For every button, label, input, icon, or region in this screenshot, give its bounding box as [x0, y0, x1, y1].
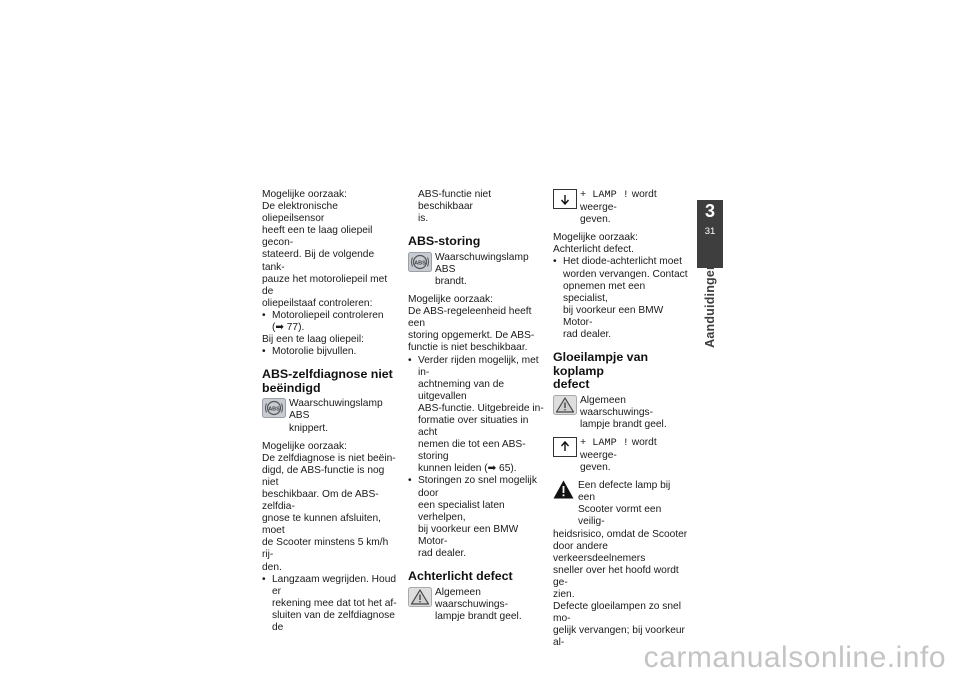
- column-3: [553, 189, 689, 650]
- indicator-row: ABS Waarschuwingslamp ABS brandt.: [408, 252, 544, 288]
- page-reference: (➡ 77).: [272, 322, 305, 334]
- paragraph: Bij een te laag oliepeil:: [262, 334, 364, 346]
- bullet-item: • Storingen zo snel mogelijk door een specialist laten verhelpen, bij voorkeur een BMW Motor- rad dealer.: [408, 475, 537, 560]
- display-row: + LAMP ! wordt weerge- geven.: [553, 437, 689, 474]
- bullet-item: • Het diode-achterlicht moet worden vervangen. Contact opnemen met een specialist, bij voorkeur een BMW Motor- rad dealer.: [553, 256, 688, 341]
- display-row: + LAMP ! wordt weerge- geven.: [553, 189, 689, 226]
- svg-text:ABS: ABS: [268, 406, 280, 413]
- watermark: carmanualsonline.info: [643, 641, 946, 674]
- general-warning-icon: [553, 395, 577, 415]
- paragraph: Defecte gloeilampen zo snel mo- gelijk vervangen; bij voorkeur al-: [553, 601, 685, 649]
- paragraph: De zelfdiagnose is niet beëin- digd, de ABS-functie is nog niet beschikbaar. Om de ABS-zelfdia- gnose te kunnen afsluiten, moet de Scooter minstens 5 km/h rij- den.: [262, 452, 396, 573]
- section-heading: Gloeilampje van koplamp defect: [553, 350, 649, 392]
- cause-label: Mogelijke oorzaak:: [262, 189, 347, 200]
- chapter-label: Aanduidingen: [703, 262, 717, 348]
- general-warning-icon: [408, 587, 432, 607]
- section-heading: Achterlicht defect: [408, 569, 513, 584]
- chapter-number: 3: [704, 201, 715, 221]
- display-code: + LAMP !: [580, 190, 629, 201]
- abs-warning-icon: [262, 398, 286, 418]
- safety-warning-icon: [553, 480, 574, 499]
- display-code: + LAMP !: [580, 437, 629, 449]
- column-1: [262, 189, 398, 634]
- cause-label: Mogelijke oorzaak:: [553, 232, 638, 244]
- indicator-row: Algemeen waarschuwings- lampje brandt geel.: [553, 395, 689, 431]
- section-heading: ABS-storing: [408, 234, 481, 249]
- bullet-item: • Motorolie bijvullen.: [262, 346, 357, 358]
- display-arrow-down-icon: [553, 189, 577, 209]
- paragraph: Achterlicht defect.: [553, 244, 634, 256]
- paragraph-continued: ABS-functie niet beschikbaar is.: [418, 189, 492, 225]
- cause-label: Mogelijke oorzaak:: [262, 440, 347, 452]
- display-arrow-up-icon: [553, 437, 577, 457]
- bullet-item: • Langzaam wegrijden. Houd er rekening mee dat tot het af- sluiten van de zelfdiagnose de: [262, 573, 397, 633]
- svg-text:ABS: ABS: [414, 260, 426, 267]
- bullet-item: • Motoroliepeil controleren (➡ 77).: [262, 309, 384, 334]
- paragraph: De ABS-regeleenheid heeft een storing opgemerkt. De ABS- functie is niet beschikbaar.: [408, 306, 535, 354]
- indicator-row: ABS Waarschuwingslamp ABS knippert.: [262, 398, 398, 434]
- column-2: [408, 189, 544, 629]
- safety-warning: Een defecte lamp bij een Scooter vormt een veilig-: [553, 480, 689, 528]
- cause-label: Mogelijke oorzaak:: [408, 294, 493, 306]
- page-number: 31: [704, 226, 716, 237]
- bullet-item: • Verder rijden mogelijk, met in- achtneming van de uitgevallen ABS-functie. Uitgebreide in- formatie over situaties in acht nemen die tot een ABS-storing kunnen leiden (➡ 65).: [408, 354, 544, 475]
- section-heading: ABS-zelfdiagnose niet beëindigd: [262, 367, 393, 395]
- indicator-row: Algemeen waarschuwings- lampje brandt geel.: [408, 587, 544, 623]
- abs-warning-icon: [408, 252, 432, 272]
- warning-text: heidsrisico, omdat de Scooter door andere verkeersdeelnemers sneller over het hoofd wordt ge- zien.: [553, 528, 688, 601]
- paragraph: De elektronische oliepeilsensor heeft een te laag oliepeil gecon- stateerd. Bij de volgende tank- pauze het motoroliepeil met de oliepeilstaaf controleren:: [262, 201, 388, 309]
